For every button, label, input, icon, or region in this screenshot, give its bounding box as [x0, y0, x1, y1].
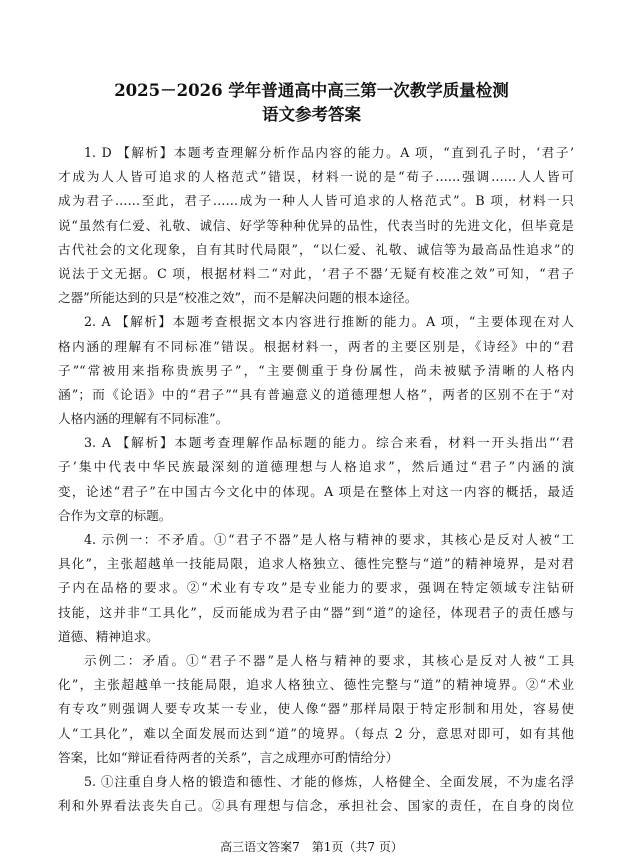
exam-title: 2025－2026 学年普通高中高三第一次教学质量检测	[114, 81, 509, 100]
text-line: 答案，比如“辩证看待两者的关系”，言之成理亦可酌情给分）	[58, 749, 399, 765]
text-line: 变，论述“君子”在中国古今文化中的体现。A 项是在整体上对这一内容的概括，最适	[58, 483, 574, 499]
text-line: 说法于文无据。C 项，根据材料二“对此，‘君子不器’无疑有校准之效”可知，“君子	[58, 265, 574, 281]
text-line: 古代社会的文化现象，自有其时代局限”，“以仁爱、礼敬、诚信等为最高品性追求”的	[58, 241, 574, 257]
page-footer: 高三语文答案7 第1页（共7 页）	[220, 840, 403, 854]
text-line: 成为君子……至此，君子……成为一种人人皆可追求的人格范式”。B 项，材料一只	[58, 193, 574, 209]
text-line: 1. D 【解析】本题考查理解分析作品内容的能力。A 项，“直到孔子时，‘君子’	[84, 145, 574, 160]
text-line: 5. ①注重自身人格的锻造和德性、才能的修炼，人格健全、全面发展，不为虚名浮	[84, 773, 574, 789]
text-line: 示例二：矛盾。①“君子不器”是人格与精神的要求，其核心是反对人被“工具	[84, 652, 574, 668]
text-line: 3. A 【解析】本题考查理解作品标题的能力。综合来看，材料一开头指出“‘君	[84, 435, 574, 451]
text-line: 合作为文章的标题。	[58, 507, 172, 523]
text-line: 人格内涵的理解有不同标准”。	[58, 411, 229, 427]
text-line: 之器”所能达到的只是“校准之效”，而不是解决问题的根本途径。	[58, 290, 418, 306]
text-line: 子”“常被用来指称贵族男子”，“主要侧重于身份属性，尚未被赋予清晰的人格内	[58, 362, 574, 378]
text-line: 说“虽然有仁爱、礼敬、诚信、好学等种种优异的品性，代表当时的先进文化，但毕竟是	[58, 217, 574, 233]
text-line: 4. 示例一：不矛盾。①“君子不器”是人格与精神的要求，其核心是反对人被“工	[84, 532, 574, 547]
text-line: 具化”，主张超越单一技能局限，追求人格独立、德性完整与“道”的精神境界，是对君	[58, 556, 574, 572]
text-line: 利和外界看法丧失自己。②具有理想与信念，承担社会、国家的责任，在自身的岗位	[58, 798, 574, 814]
text-line: 涵”；而《论语》中的“君子”“具有普遍意义的道德理想人格”，两者的区别不在于“对	[58, 386, 574, 402]
text-line: 子内在品格的要求。②“术业有专攻”是专业能力的要求，强调在特定领域专注钻研	[58, 580, 574, 596]
text-line: 道德、精神追求。	[58, 628, 159, 644]
text-line: 人“工具化”，难以全面发展而达到“道”的境界。（每点 2 分，意思对即可，如有其他	[58, 725, 574, 741]
text-line: 子’集中代表中华民族最深刻的道德理想与人格追求”，然后通过“君子”内涵的演	[58, 459, 574, 475]
answer-key-subtitle: 语文参考答案	[262, 105, 361, 124]
text-line: 化”，主张超越单一技能局限，追求人格独立、德性完整与“道”的精神境界。②“术业	[58, 677, 574, 693]
answer-body	[58, 141, 574, 818]
text-line: 才成为人人皆可追求的人格范式”错误，材料一说的是“荀子……强调……人人皆可	[58, 169, 574, 185]
text-line: 格内涵的理解有不同标准”错误。根据材料一，两者的主要区别是，《诗经》中的“君	[58, 338, 574, 354]
text-line: 技能，这并非“工具化”，反而能成为君子由“器”到“道”的途径，体现君子的责任感与	[58, 604, 574, 620]
text-line: 2. A 【解析】本题考查根据文本内容进行推断的能力。A 项，“主要体现在对人	[84, 314, 574, 330]
text-line: 有专攻”则强调人要专攻某一专业，使人像“器”那样局限于特定形制和用处，容易使	[58, 701, 574, 717]
